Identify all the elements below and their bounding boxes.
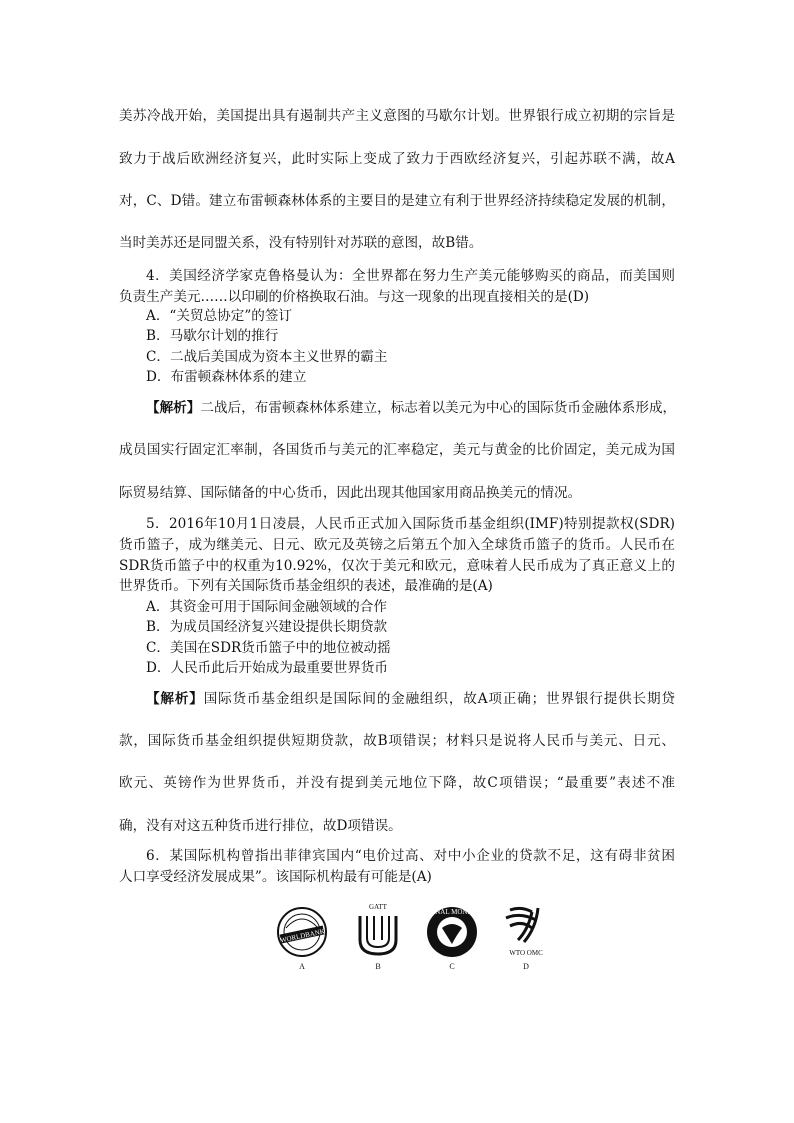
analysis-label: 【解析】 — [146, 691, 204, 707]
logo-option-c — [393, 900, 511, 980]
question-5-analysis: 欧元、英镑作为世界货币，并没有提到美元地位下降，故C项错误；“最重要”表述不准 — [119, 775, 675, 791]
question-5-stem: 5．2016年10月1日凌晨，人民币正式加入国际货币基金组织(IMF)特别提款权(SDR) — [146, 516, 675, 532]
paragraph-line: 致力于战后欧洲经济复兴，此时实际上变成了致力于西欧经济复兴，引起苏联不满，故A — [119, 151, 675, 167]
question-5-analysis — [146, 690, 675, 708]
analysis-label: 【解析】 — [146, 400, 201, 416]
emblem-text: GATT — [369, 903, 387, 911]
question-5-option-a: A．其资金可用于国际间金融领域的合作 — [146, 599, 387, 615]
emblem-text: WORLDBANK — [279, 927, 326, 945]
wto-logo-icon — [496, 900, 556, 960]
world-bank-logo-icon — [272, 900, 332, 960]
question-4-option-b: B．马歇尔计划的推行 — [146, 328, 279, 344]
question-5-stem: 货币篮子，成为继美元、日元、欧元及英镑之后第五个加入全球货币篮子的货币。人民币在 — [119, 537, 675, 553]
paragraph-line: 对，C、D错。建立布雷顿森林体系的主要目的是建立有利于世界经济持续稳定发展的机制， — [119, 193, 675, 209]
logo-caption: C — [449, 962, 455, 971]
question-5-stem: 世界货币。下列有关国际货币基金组织的表述，最准确的是(A) — [119, 578, 493, 594]
logo-option-d — [494, 900, 558, 980]
analysis-text: 国际货币基金组织是国际间的金融组织，故A项正确；世界银行提供长期贷 — [203, 691, 675, 707]
question-4-analysis: 成员国实行固定汇率制，各国货币与美元的汇率稳定，美元与黄金的比价固定，美元成为国 — [119, 442, 675, 458]
logo-caption: D — [523, 962, 529, 971]
logo-options — [270, 900, 570, 980]
emblem-text: WTO OMC — [509, 949, 543, 957]
paragraph-line: 当时美苏还是同盟关系，没有特别针对苏联的意图，故B错。 — [119, 235, 483, 251]
question-5-stem: SDR货币篮子中的权重为10.92%，仅次于美元和欧元，意味着人民币成为了真正意义上的 — [119, 558, 675, 574]
question-5-analysis: 确，没有对这五种货币进行排位，故D项错误。 — [119, 818, 402, 834]
question-4-option-a: A．“关贸总协定”的签订 — [146, 308, 293, 324]
question-4-analysis: 际贸易结算、国际储备的中心货币，因此出现其他国家用商品换美元的情况。 — [119, 485, 582, 501]
question-5-option-d: D．人民币此后开始成为最重要世界货币 — [146, 660, 388, 676]
question-4-stem: 4．美国经济学家克鲁格曼认为：全世界都在努力生产美元能够购买的商品，而美国则 — [146, 268, 675, 284]
question-4-option-c: C．二战后美国成为资本主义世界的霸主 — [146, 349, 388, 365]
paragraph-line: 美苏冷战开始，美国提出具有遏制共产主义意图的马歇尔计划。世界银行成立初期的宗旨是 — [119, 108, 675, 124]
question-4-analysis — [146, 399, 675, 417]
emblem-text: INTERNATIONAL MONETARY FUND — [393, 908, 511, 916]
question-5-option-c: C．美国在SDR货币篮子中的地位被动摇 — [146, 640, 391, 656]
logo-caption: A — [299, 962, 305, 971]
question-4-option-d: D．布雷顿森林体系的建立 — [146, 369, 307, 385]
question-5-option-b: B．为成员国经济复兴建设提供长期贷款 — [146, 619, 388, 635]
question-5-analysis: 款，国际货币基金组织提供短期贷款，故B项错误；材料只是说将人民币与美元、日元、 — [119, 733, 675, 749]
logo-caption: B — [375, 962, 381, 971]
question-6-stem: 6．某国际机构曾指出菲律宾国内“电价过高、对中小企业的贷款不足，这有碍非贫困 — [146, 848, 675, 864]
analysis-text: 二战后，布雷顿森林体系建立，标志着以美元为中心的国际货币金融体系形成， — [200, 400, 677, 416]
logo-option-a — [270, 900, 334, 980]
question-6-stem: 人口享受经济发展成果”。该国际机构最有可能是(A) — [119, 869, 432, 885]
imf-logo-icon — [393, 900, 511, 960]
question-4-stem: 负责生产美元……以印刷的价格换取石油。与这一现象的出现直接相关的是(D) — [119, 289, 590, 305]
